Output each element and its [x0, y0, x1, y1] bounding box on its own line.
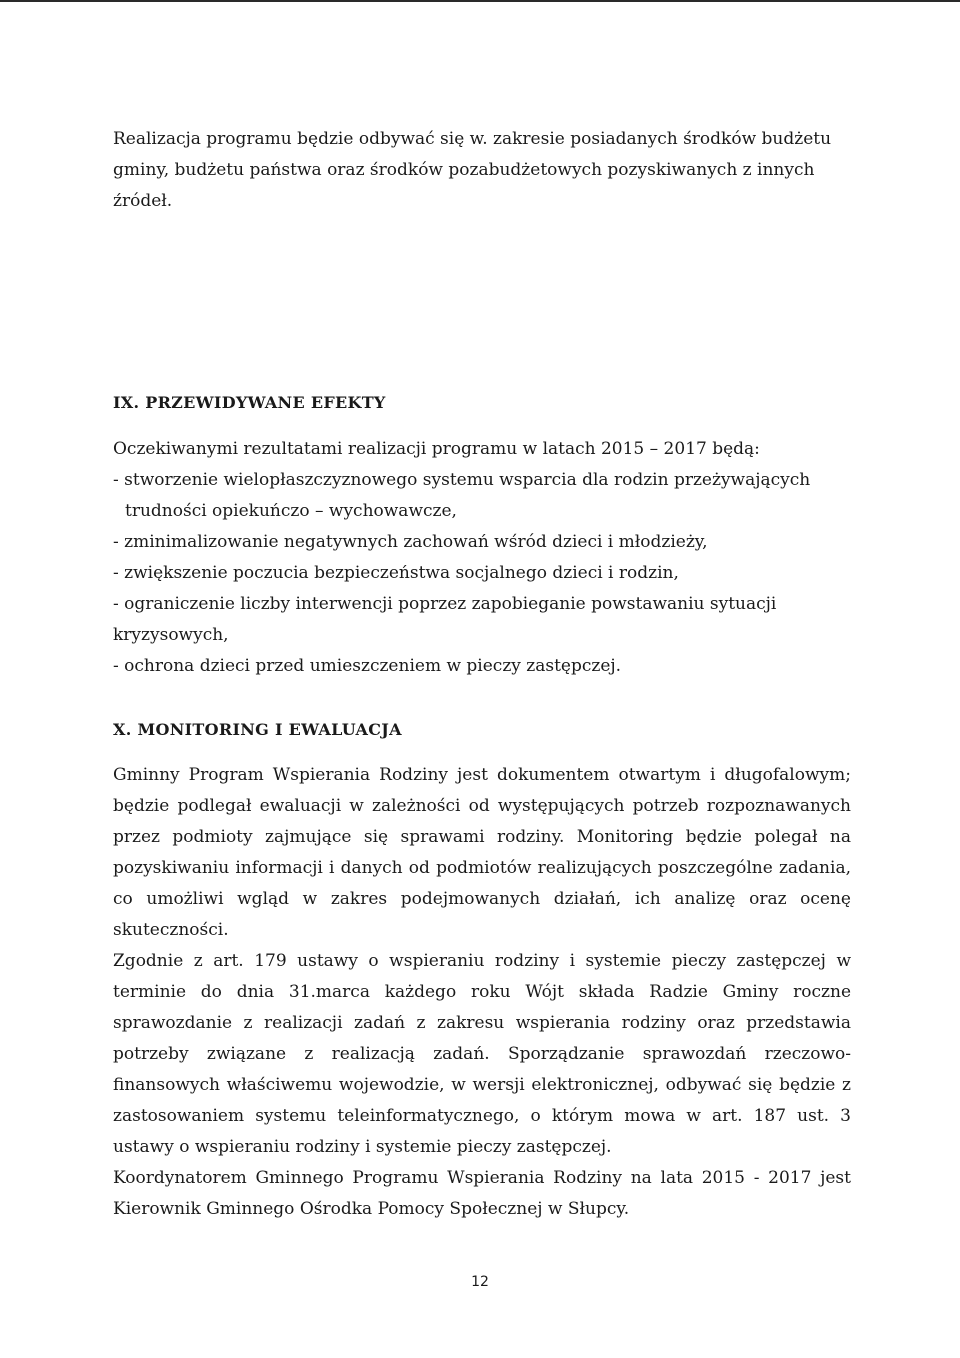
section-9-heading: IX. PRZEWIDYWANE EFEKTY — [113, 393, 386, 412]
effect-item-line1: - stworzenie wielopłaszczyznowego systemu wsparcia dla rodzin przeżywających — [113, 470, 811, 490]
intro-line-1: Realizacja programu będzie odbywać się w. zakresie posiadanych środków budżetu — [113, 129, 832, 149]
section-10-paragraph-3: Koordynatorem Gminnego Programu Wspierania Rodziny na lata 2015 - 2017 jest Kierownik Gminnego Ośrodka Pomocy Społecznej w Słupcy. — [113, 1168, 851, 1219]
effect-item-line1: - zwiększenie poczucia bezpieczeństwa socjalnego dzieci i rodzin, — [113, 563, 679, 583]
page-number: 12 — [471, 1274, 489, 1290]
section-10-body — [113, 760, 851, 1225]
section-10-heading: X. MONITORING I EWALUACJA — [113, 720, 402, 739]
effect-item — [113, 651, 851, 682]
section-10-paragraph-1: Gminny Program Wspierania Rodziny jest dokumentem otwartym i długofalowym; będzie podlegał ewaluacji w zależności od występujących potrzeb rozpoznawanych przez podmioty zajmujące się sprawami rodziny. Monitoring będzie polegał na pozyskiwaniu informacji i danych od podmiotów realizujących poszczególne zadania, co umożliwi wgląd w zakres podejmowanych działań, ich analizę oraz ocenę skuteczności. — [113, 765, 851, 940]
scan-edge — [0, 0, 960, 2]
effect-item — [113, 527, 851, 558]
effect-item-line2: trudności opiekuńczo – wychowawcze, — [125, 501, 457, 521]
effect-item-line1: - ograniczenie liczby interwencji poprzez zapobieganie powstawaniu sytuacji — [113, 594, 777, 614]
section-9-body — [113, 434, 851, 682]
intro-paragraph — [113, 124, 851, 217]
intro-line-2: gminy, budżetu państwa oraz środków pozabudżetowych pozyskiwanych z innych — [113, 160, 815, 180]
effect-item — [113, 465, 851, 527]
section-9-lead: Oczekiwanymi rezultatami realizacji programu w latach 2015 – 2017 będą: — [113, 439, 760, 459]
effect-item-line1: - zminimalizowanie negatywnych zachowań wśród dzieci i młodzieży, — [113, 532, 708, 552]
intro-line-3: źródeł. — [113, 191, 173, 211]
effect-item — [113, 589, 851, 651]
section-10-paragraph-2: Zgodnie z art. 179 ustawy o wspieraniu rodziny i systemie pieczy zastępczej w terminie do dnia 31.marca każdego roku Wójt składa Radzie Gminy roczne sprawozdanie z realizacji zadań z zakresu wspierania rodziny oraz przedstawia potrzeby związane z realizacją zadań. Sporządzanie sprawozdań rzeczowo-finansowych właściwemu wojewodzie, w wersji elektronicznej, odbywać się będzie z zastosowaniem systemu teleinformatycznego, o którym mowa w art. 187 ust. 3 ustawy o wspieraniu rodziny i systemie pieczy zastępczej. — [113, 951, 851, 1157]
effect-item-line1: - ochrona dzieci przed umieszczeniem w pieczy zastępczej. — [113, 656, 622, 676]
effect-item-line2: kryzysowych, — [113, 625, 229, 645]
effect-item — [113, 558, 851, 589]
